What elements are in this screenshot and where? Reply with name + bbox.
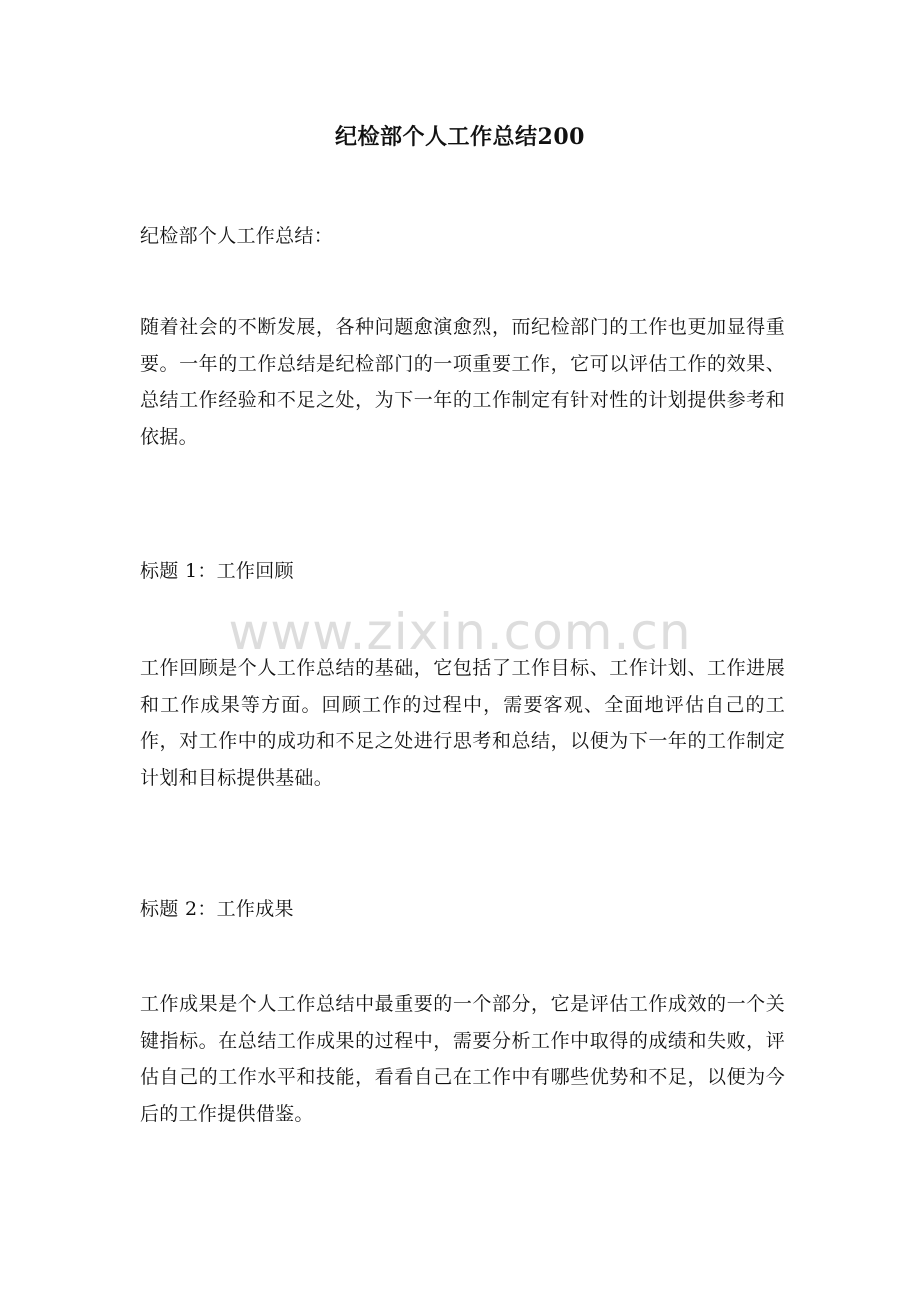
paragraph-intro: 随着社会的不断发展，各种问题愈演愈烈，而纪检部门的工作也更加显得重要。一年的工作总结是纪检部门的一项重要工作，它可以评估工作的效果、总结工作经验和不足之处，为下一年的工作制定有针对性的计划提供参考和依据。 xyxy=(140,316,785,448)
section-heading-review: 标题 1：工作回顾 xyxy=(140,560,294,582)
paragraph-results: 工作成果是个人工作总结中最重要的一个部分，它是评估工作成效的一个关键指标。在总结工作成果的过程中，需要分析工作中取得的成绩和失败，评估自己的工作水平和技能，看看自己在工作中有哪些优势和不足，以便为今后的工作提供借鉴。 xyxy=(140,993,785,1125)
watermark: www.zixin.com.cn xyxy=(228,603,692,661)
paragraph-review: 工作回顾是个人工作总结的基础，它包括了工作目标、工作计划、工作进展和工作成果等方面。回顾工作的过程中，需要客观、全面地评估自己的工作，对工作中的成功和不足之处进行思考和总结，以便为下一年的工作制定计划和目标提供基础。 xyxy=(140,657,785,789)
document-title: 纪检部个人工作总结200 xyxy=(335,124,585,150)
intro-label: 纪检部个人工作总结： xyxy=(140,225,334,247)
section-heading-results: 标题 2：工作成果 xyxy=(140,898,294,920)
